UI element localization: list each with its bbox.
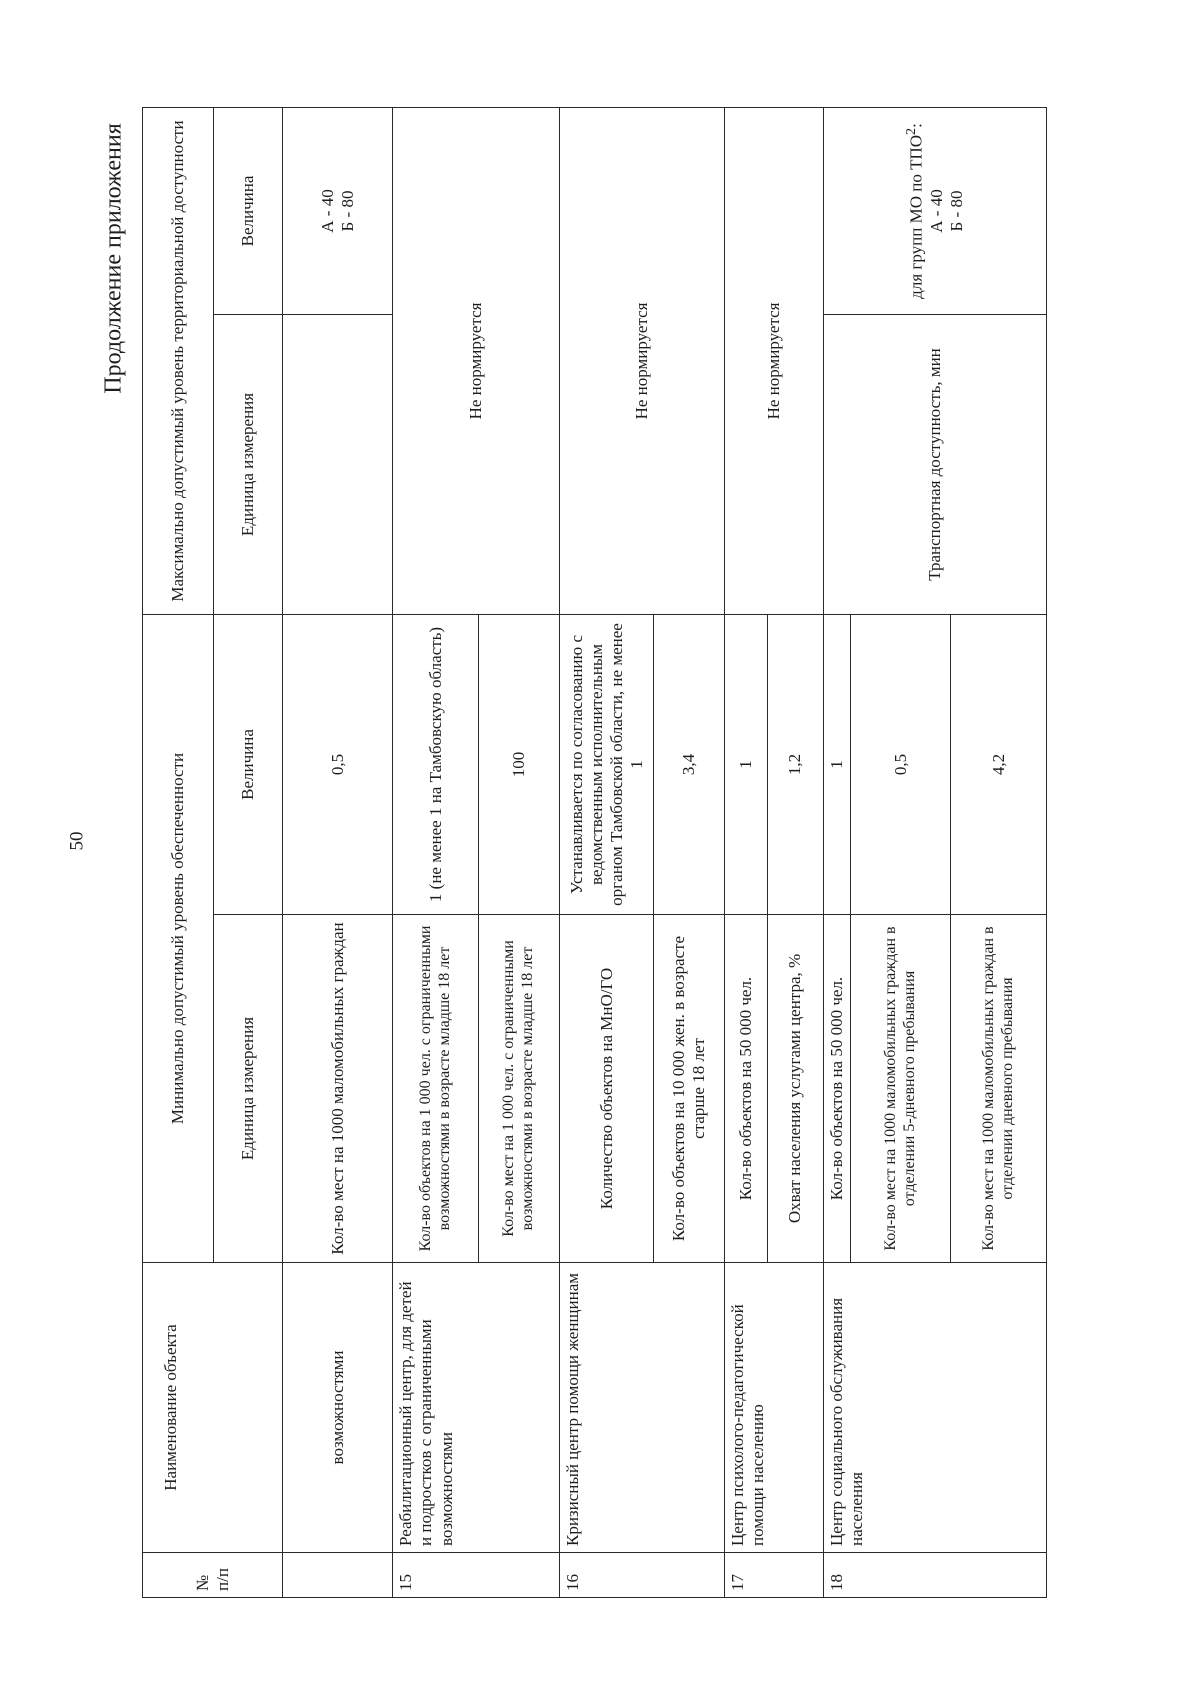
continuation-title: Продолжение приложения [100, 123, 127, 394]
footnote-mark: 2 [903, 127, 920, 135]
row-value: 100 [478, 614, 559, 914]
row-max-value-label: для групп МО по ТПО [906, 134, 926, 299]
row-unit: Кол-во мест на 1 000 чел. с ограниченными возможностями в возрасте младше 18 лет [478, 915, 559, 1263]
row-value: Устанавливается по согласованию с ведомственным исполнительным органом Тамбовской области, не менее 1 [560, 614, 654, 914]
header-row-1 [143, 107, 214, 1597]
page-number: 50 [66, 831, 88, 851]
row-max-unit [283, 314, 393, 614]
row-name: Кризисный центр помощи женщинам [560, 1263, 725, 1553]
table-container [142, 108, 1047, 1598]
row-value: 1 [823, 614, 851, 914]
table-row [823, 107, 851, 1597]
row-unit: Кол-во объектов на 50 000 чел. [823, 915, 851, 1263]
row-max-value-cell [823, 107, 1046, 314]
row-unit: Кол-во объектов на 50 000 чел. [725, 915, 768, 1263]
row-value: 4,2 [951, 614, 1047, 914]
row-unit: Кол-во объектов на 10 000 жен. в возрасте старше 18 лет [653, 915, 724, 1263]
row-unit: Кол-во мест на 1000 маломобильных граждан в отделении дневного пребывания [951, 915, 1047, 1263]
row-value: 1 (не менее 1 на Тамбовскую область) [393, 614, 479, 914]
row-num: 18 [823, 1553, 1046, 1598]
row-name: Центр социального обслуживания населения [823, 1263, 1046, 1553]
row-num: 17 [725, 1553, 824, 1598]
table-row [393, 107, 479, 1597]
row-num: 16 [560, 1553, 725, 1598]
row-num [283, 1553, 393, 1598]
row-max-not-normalized: Не нормируется [560, 107, 725, 614]
row-max-not-normalized: Не нормируется [725, 107, 824, 614]
row-name: возможностями [283, 1263, 393, 1553]
row-num: 15 [393, 1553, 560, 1598]
header-max-unit: Единица измерения [214, 314, 283, 614]
row-name: Центр психолого-педагогической помощи населению [725, 1263, 824, 1553]
table-row [283, 107, 393, 1597]
row-unit: Количество объектов на МнО/ГО [560, 915, 654, 1263]
row-unit: Кол-во объектов на 1 000 чел. с ограниченными возможностями в возрасте младше 18 лет [393, 915, 479, 1263]
row-unit: Кол-во мест на 1000 маломобильных граждан в отделении 5-дневного пребывания [851, 915, 951, 1263]
row-max-value-colon: : [906, 123, 926, 128]
table-row [725, 107, 768, 1597]
header-num: № п/п [143, 1553, 283, 1598]
header-max-level: Максимально допустимый уровень территориальной доступности [143, 107, 214, 614]
row-max-unit: Транспортная доступность, мин [823, 314, 1046, 614]
header-name: Наименование объекта [143, 1263, 283, 1553]
header-min-value: Величина [214, 614, 283, 914]
table-row [560, 107, 654, 1597]
row-value: 0,5 [283, 614, 393, 914]
row-value: 1 [725, 614, 768, 914]
header-max-value: Величина [214, 107, 283, 314]
row-max-not-normalized: Не нормируется [393, 107, 560, 614]
row-name: Реабилитационный центр, для детей и подростков с ограниченными возможностями [393, 1263, 560, 1553]
row-max-value: А - 40 Б - 80 [283, 107, 393, 314]
header-min-level: Минимально допустимый уровень обеспеченности [143, 614, 214, 1262]
row-value: 1,2 [767, 614, 823, 914]
row-value: 3,4 [653, 614, 724, 914]
row-unit: Охват населения услугами центра, % [767, 915, 823, 1263]
row-value: 0,5 [851, 614, 951, 914]
data-table [142, 107, 1047, 1598]
row-max-value: А - 40 Б - 80 [926, 189, 966, 233]
row-unit: Кол-во мест на 1000 маломобильных граждан [283, 915, 393, 1263]
header-min-unit: Единица измерения [214, 915, 283, 1263]
